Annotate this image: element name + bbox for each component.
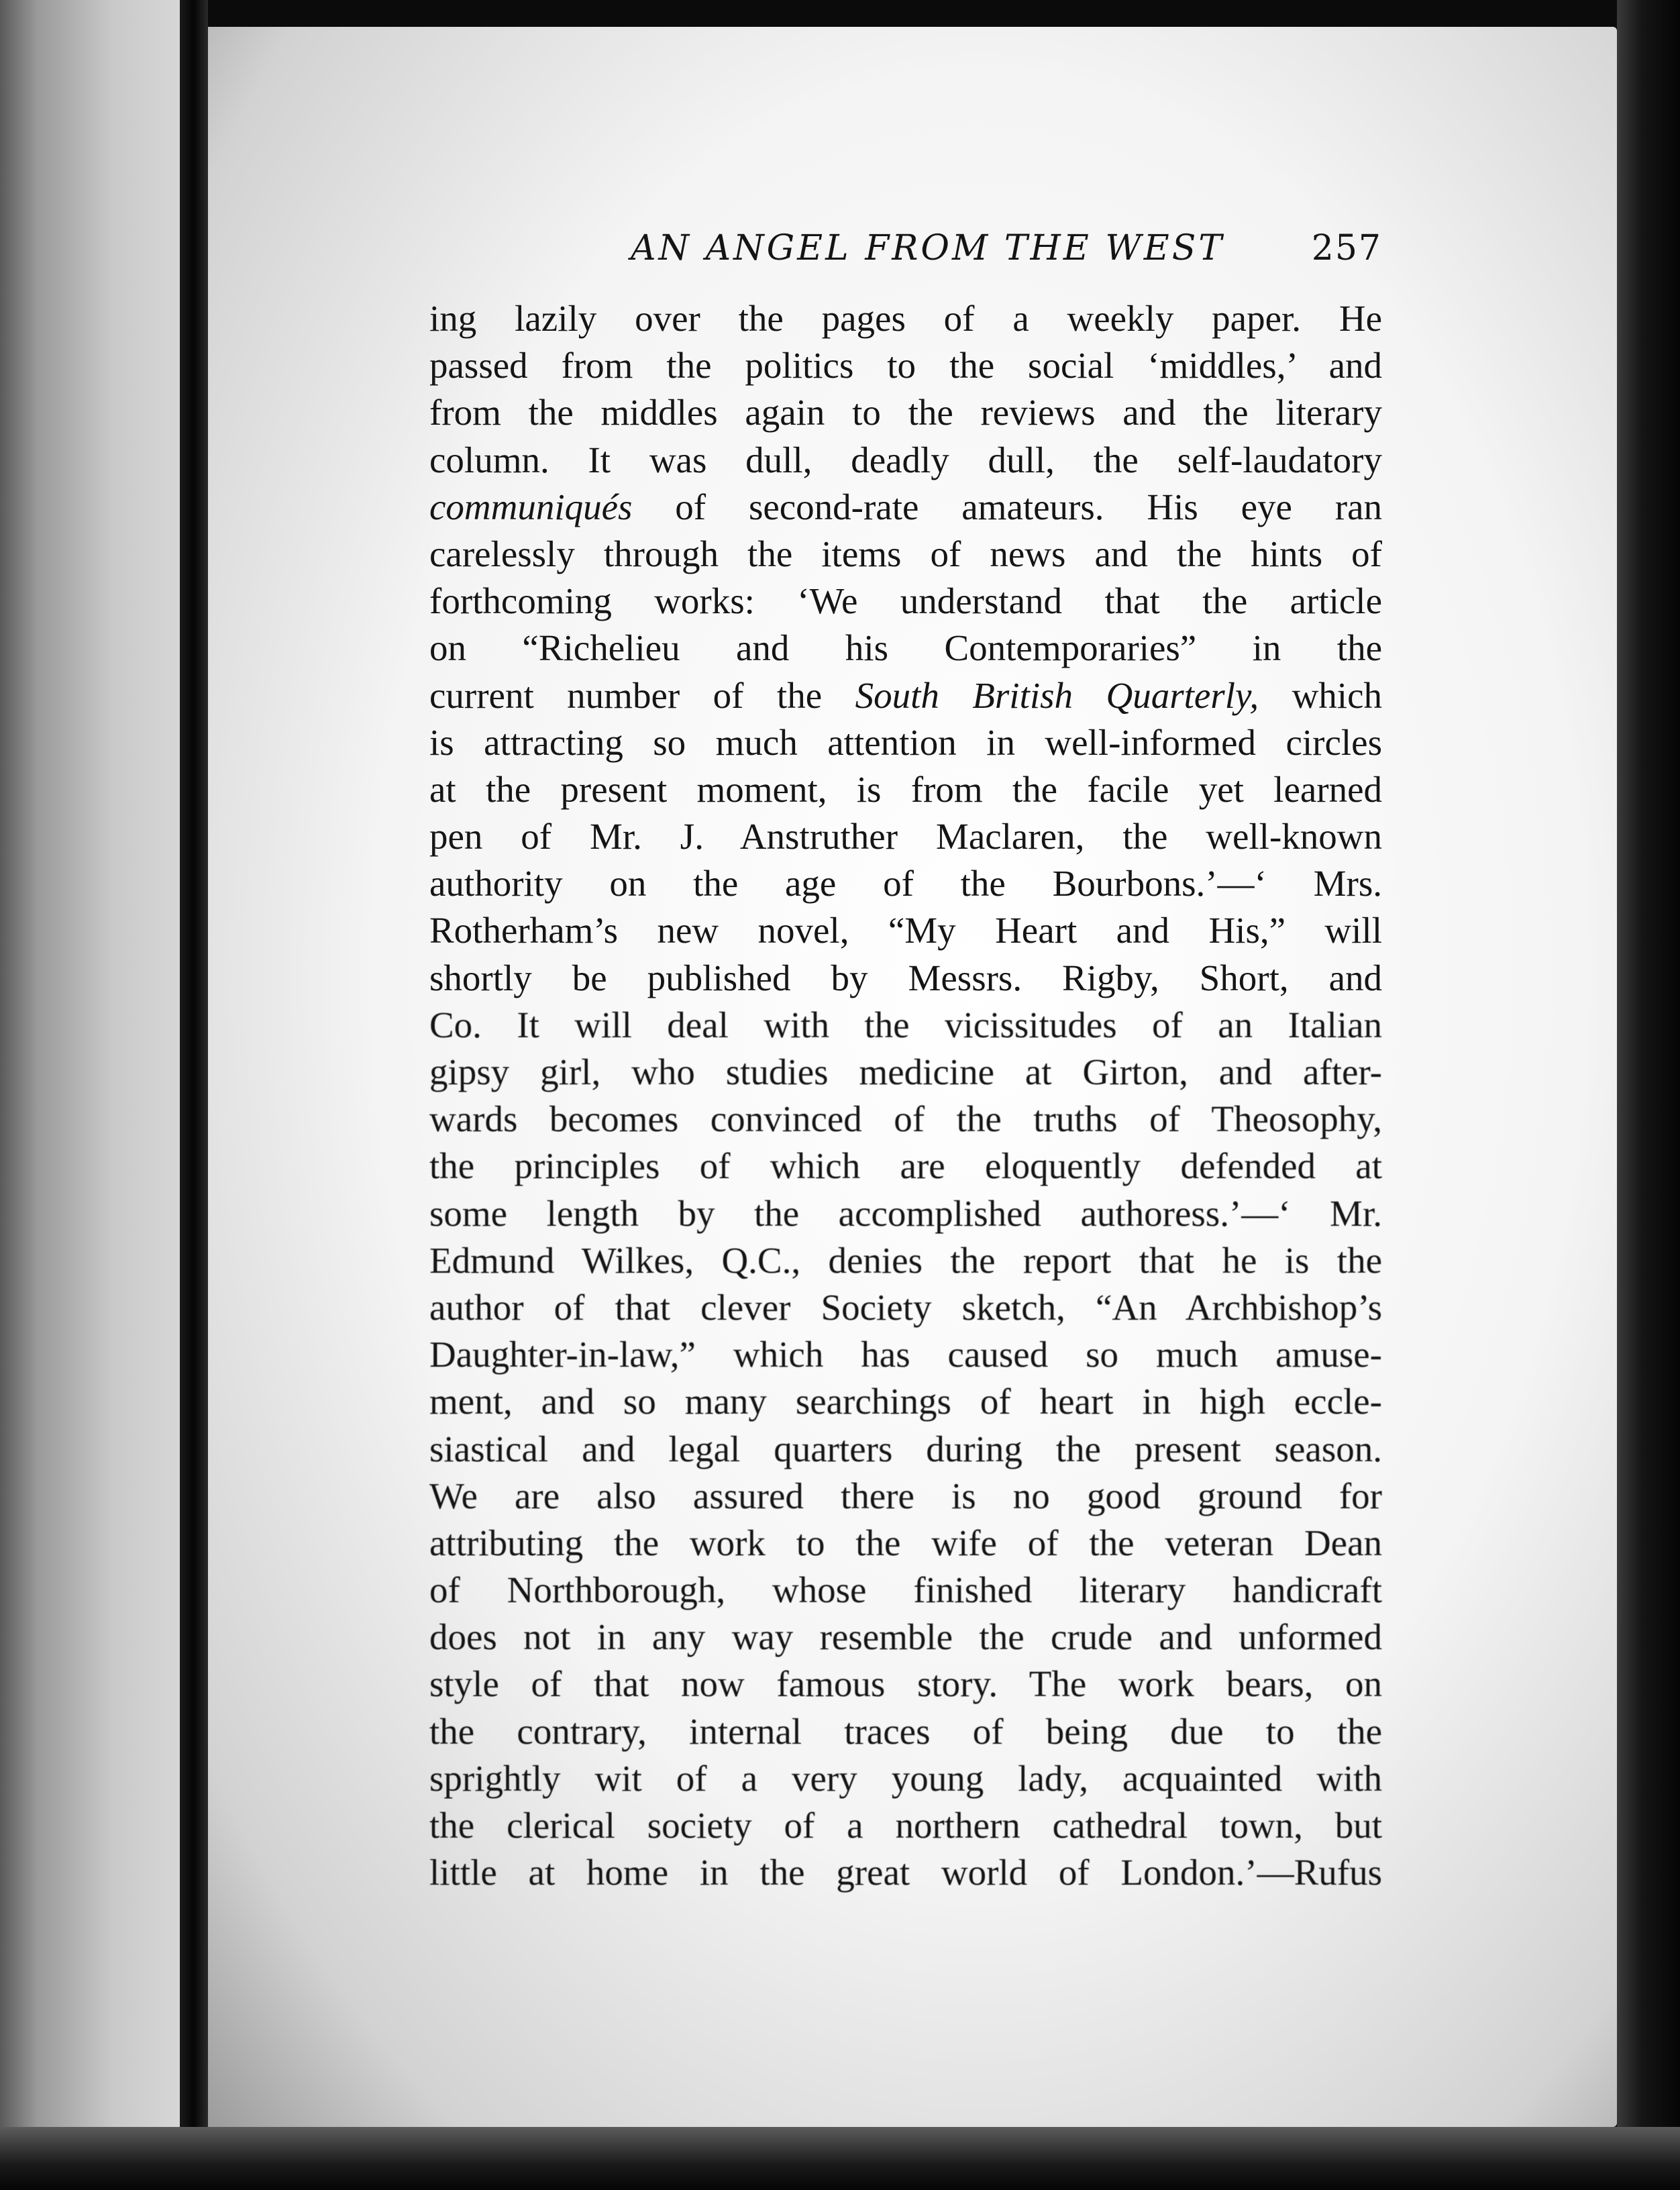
text-line: from the middles again to the reviews and the literary [429, 392, 1382, 433]
body-text [429, 295, 1382, 1896]
text-line: attributing the work to the wife of the veteran Dean [429, 1522, 1382, 1563]
text-run: which [1259, 674, 1382, 716]
scan-border-right [1617, 0, 1680, 2190]
text-line: the principles of which are eloquently defended at [429, 1145, 1382, 1187]
text-line: of Northborough, whose finished literary handicraft [429, 1569, 1382, 1611]
text-line: siastical and legal quarters during the present season. [429, 1428, 1382, 1469]
text-line: Edmund Wilkes, Q.C., denies the report that he is the [429, 1239, 1382, 1281]
text-line: little at home in the great world of London.’—Rufus [429, 1852, 1382, 1893]
text-line: passed from the politics to the social ‘middles,’ and [429, 345, 1382, 386]
text-line: shortly be published by Messrs. Rigby, Short, and [429, 957, 1382, 998]
text-line: authority on the age of the Bourbons.’—‘ Mrs. [429, 863, 1382, 904]
text-line: on “Richelieu and his Contemporaries” in the [429, 627, 1382, 669]
binding-gutter [180, 0, 208, 2190]
text-line: column. It was dull, deadly dull, the self-laudatory [429, 439, 1382, 480]
text-line: ing lazily over the pages of a weekly paper. He [429, 298, 1382, 339]
text-run: of second-rate amateurs. His eye ran [632, 486, 1382, 527]
text-line: Rotherham’s new novel, “My Heart and His,” will [429, 910, 1382, 951]
text-line: wards becomes convinced of the truths of Theosophy, [429, 1098, 1382, 1140]
text-line: does not in any way resemble the crude and unformed [429, 1616, 1382, 1658]
text-line: gipsy girl, who studies medicine at Girton, and after- [429, 1051, 1382, 1092]
text-line: style of that now famous story. The work bears, on [429, 1663, 1382, 1705]
text-line: some length by the accomplished authoress.’—‘ Mr. [429, 1192, 1382, 1234]
italic-term: communiqués [429, 486, 633, 527]
text-run: current number of the [429, 674, 855, 716]
running-head-title: AN ANGEL FROM THE WEST [631, 228, 1225, 268]
running-head [429, 221, 1382, 275]
text-line: forthcoming works: ‘We understand that the article [429, 580, 1382, 622]
text-line [429, 672, 1382, 719]
text-line: pen of Mr. J. Anstruther Maclaren, the well-known [429, 816, 1382, 857]
page-number: 257 [1311, 228, 1382, 268]
text-line: We are also assured there is no good ground for [429, 1475, 1382, 1516]
text-line: ment, and so many searchings of heart in high eccle- [429, 1381, 1382, 1422]
italic-title: South British Quarterly, [855, 674, 1259, 716]
text-line [429, 484, 1382, 531]
text-line: the clerical society of a northern cathedral town, but [429, 1805, 1382, 1846]
scan-border-bottom [0, 2127, 1680, 2190]
text-line: Daughter-in-law,” which has caused so much amuse- [429, 1334, 1382, 1375]
text-line: author of that clever Society sketch, “An Archbishop’s [429, 1286, 1382, 1328]
text-line: is attracting so much attention in well-informed circles [429, 721, 1382, 763]
text-line: the contrary, internal traces of being due to the [429, 1710, 1382, 1752]
facing-page-edge [0, 0, 188, 2190]
text-line: at the present moment, is from the facile yet learned [429, 768, 1382, 810]
text-line: sprightly wit of a very young lady, acquainted with [429, 1757, 1382, 1799]
text-line: carelessly through the items of news and the hints of [429, 533, 1382, 574]
text-line: Co. It will deal with the vicissitudes of an Italian [429, 1004, 1382, 1045]
